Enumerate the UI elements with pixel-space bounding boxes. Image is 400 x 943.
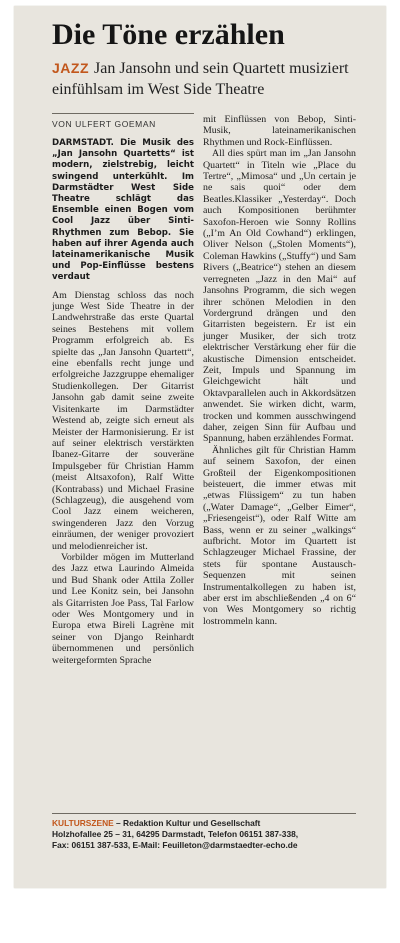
- author-rule: [52, 113, 194, 114]
- footer-contact: Fax: 06151 387-533, E-Mail: Feuilleton@darmstaedter-echo.de: [52, 839, 298, 850]
- footer-rule: [52, 813, 356, 814]
- subhead-text: Jan Jansohn und sein Quartett musiziert einfühlsam im West Side Theatre: [52, 60, 349, 98]
- footer-brand-line: [52, 818, 380, 829]
- section-tag: JAZZ: [52, 60, 89, 76]
- lead-paragraph: DARMSTADT. Die Musik des „Jan Jansohn Quartetts“ ist modern, zielstrebig, leicht swingend unterkühlt. Im Darmstädter West Side Theatre schlägt das Ensemble einen Bogen vom Cool Jazz über Sinti-Rhythmen zum Bebop. Sie haben auf ihrer Agenda auch lateinamerikanische Musik und Pop-Einflüsse bestens verdaut: [52, 138, 194, 283]
- footer-brand-rest: – Redaktion Kultur und Gesellschaft: [113, 818, 261, 828]
- right-column: [203, 114, 356, 627]
- body-paragraph: All dies spürt man im „Jan Jansohn Quartett“ in Titeln wie „Place du Tertre“, „Mimosa“ und „Un certain je ne sais quoi“ oder dem Beatles.Klassiker „Yesterday“. Doch auch Kompositionen berühmter Saxofon-Heroen wie Sonny Rollins („I’m An Old Cowhand“) erklingen, Oliver Nelson („Stolen Moments“), Coleman Hawkins („Stuffy“) und Sam Rivers („Beatrice“) stehen an diesem verregneten „Jazz in den Mai“ auf Jansohns Programm, die sich wegen ihrer schönen Melodien in den Vordergrund drängen und den Gitarristen begeistern. Er ist ein junger Musiker, der sich trotz elektrischer Verstärkung eher für die akustische Dimension entscheidet. Zeit, Impuls und Spannung im Gleichgewicht hält und Oktavparallelen auch in Akkordsätzen anwendet. Sie wirken dicht, warm, trocken und kommen ausschwingend daher, zeigen Sinn für Aufbau und Spannung, haben erzählendes Format.: [203, 148, 356, 445]
- footer-brand: KULTURSZENE: [52, 818, 114, 828]
- left-column: [52, 138, 194, 666]
- body-paragraph: mit Einflüssen von Bebop, Sinti-Musik, lateinamerikanischen Rhythmen und Rock-Einflüssen.: [203, 114, 356, 148]
- article-author: VON ULFERT GOEMAN: [52, 119, 156, 129]
- body-paragraph: Am Dienstag schloss das noch junge West Side Theatre in der Landwehrstraße das erste Quartal seines Bestehens mit vollem Programm erfolgreich ab. Es spielte das „Jan Jansohn Quartett“, eine ebenfalls recht junge und erfolgreiche Jazzgruppe ehemaliger Studienkollegen. Der Gitarrist Jansohn gab damit seine zweite Visitenkarte im Darmstädter Westend ab, zeigte sich erneut als Meister der Harmonisierung. Er ist auf seiner elektrisch verstärkten Ibanez-Gitarre der souveräne Impulsgeber für Christian Hamm (meist Altsaxofon), Ralf Witte (Kontrabass) und Michael Frasine (Schlagzeug), die ausgehend vom Cool Jazz einem weicheren, swingenderen Jazz den Vorzug einräumen, der weniger provoziert und melodienreicher ist.: [52, 289, 194, 552]
- article-subhead: [52, 58, 380, 100]
- body-paragraph: Vorbilder mögen im Mutterland des Jazz etwa Laurindo Almeida und Bud Shank oder Attila Zoller und Lee Konitz sein, bei Jansohn als Gitarristen Joe Pass, Tal Farlow oder Wes Montgomery und in Europa etwa Bireli Lagrène mit seiner von Django Reinhardt übernommenen und persönlich weitergeformten Sprache: [52, 551, 194, 666]
- section-footer: [52, 818, 380, 850]
- body-paragraph: Ähnliches gilt für Christian Hamm auf seinem Saxofon, der einen Großteil der Eigenkompositionen beisteuert, die immer etwas mit „etwas Flüssigem“ zu tun haben („Water Damage“, „Gelber Eimer“, „Friesengeist“), oder Ralf Witte am Bass, wenn er zu seiner „walkings“ aufbricht. Motor im Quartett ist Schlagzeuger Michael Frassine, der stets für spontane Austausch-Sequenzen mit seinen Instrumentalkollegen zu haben ist, aber erst im abschließenden „4 on 6“ von Wes Montgomery so richtig lostrommeln kann.: [203, 444, 356, 627]
- article-headline: Die Töne erzählen: [52, 18, 285, 51]
- footer-address: Holzhofallee 25 – 31, 64295 Darmstadt, Telefon 06151 387-338,: [52, 828, 299, 839]
